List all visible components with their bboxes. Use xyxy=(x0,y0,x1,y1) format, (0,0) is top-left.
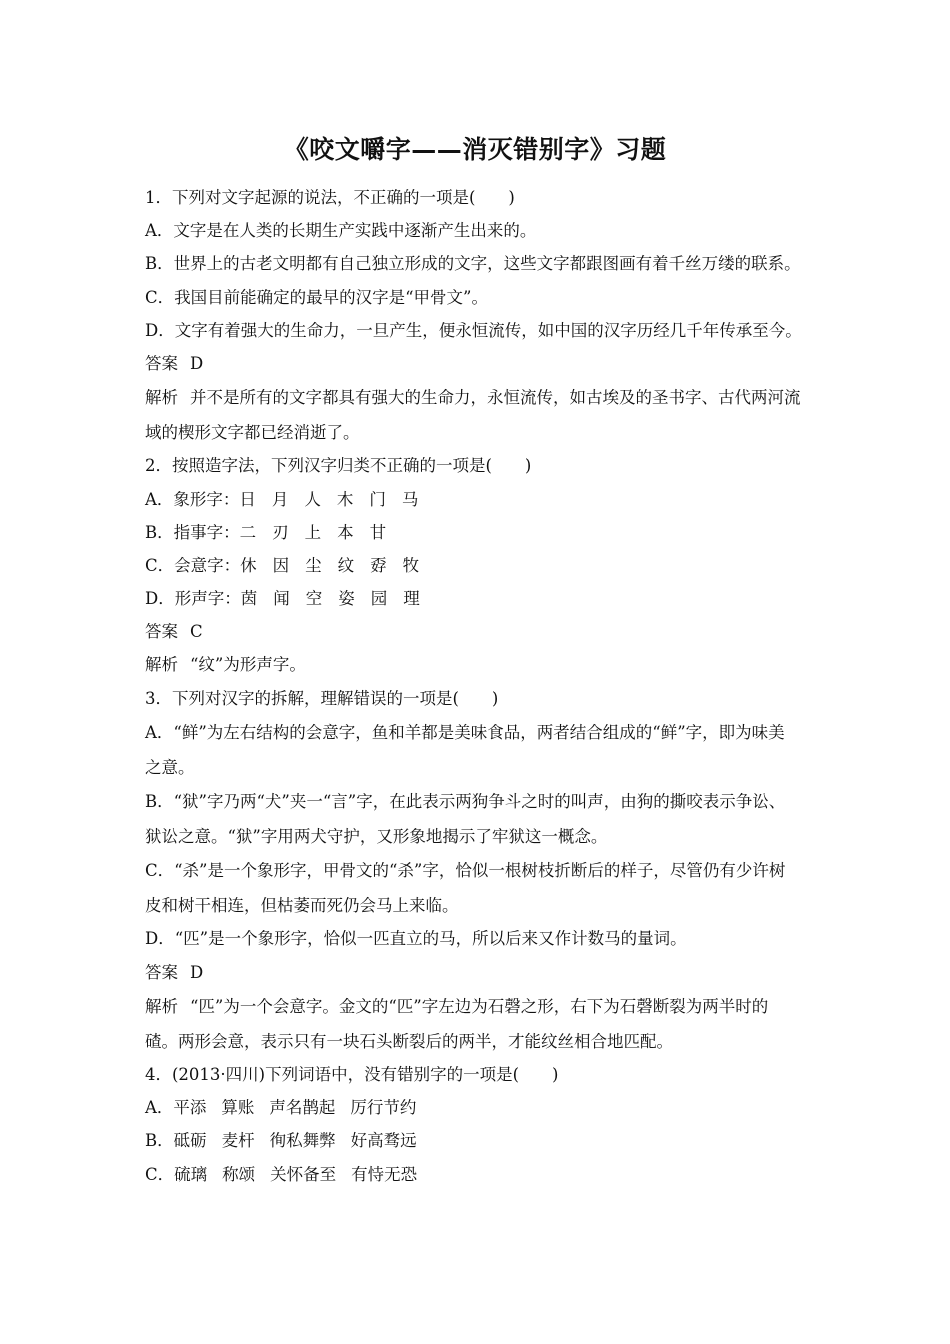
analysis-label: 解析 xyxy=(145,388,178,408)
analysis-label: 解析 xyxy=(145,655,178,675)
analysis-text: 并不是所有的文字都具有强大的生命力，永恒流传，如古埃及的圣书字、古代两河流 xyxy=(190,388,801,408)
question-4-option-c xyxy=(145,1158,825,1191)
question-3-option-c-cont: 皮和树干相连，但枯萎而死仍会马上来临。 xyxy=(145,896,459,916)
char: 茵 xyxy=(240,589,258,609)
answer-value: D xyxy=(190,962,204,982)
answer-value: D xyxy=(190,353,204,373)
analysis-label: 解析 xyxy=(145,996,178,1016)
answer-label: 答案 xyxy=(145,622,178,642)
answer-label: 答案 xyxy=(145,353,178,373)
char: 休 xyxy=(240,555,257,575)
char: 人 xyxy=(304,489,321,509)
char: 月 xyxy=(271,489,289,509)
question-4-option-b xyxy=(145,1124,825,1157)
answer-value: C xyxy=(190,622,203,642)
question-1-option-c: C．我国目前能确定的最早的汉字是“甲骨文”。 xyxy=(145,287,488,307)
question-2-option-a xyxy=(145,483,825,516)
char: 上 xyxy=(304,522,322,542)
char: 纹 xyxy=(337,555,355,575)
question-2-analysis xyxy=(145,648,825,681)
option-prefix: C． xyxy=(145,1164,175,1184)
exercise-content xyxy=(145,181,825,1191)
question-1-analysis-cont: 域的楔形文字都已经消逝了。 xyxy=(145,423,360,443)
question-3-analysis xyxy=(145,989,825,1025)
question-1-option-d: D．文字有着强大的生命力，一旦产生，便永恒流传，如中国的汉字历经几千年传承至今。 xyxy=(145,320,802,340)
question-3-option-a: A．“鲜”为左右结构的会意字，鱼和羊都是美味食品，两者结合组成的“鲜”字，即为味美 xyxy=(145,722,785,742)
question-2-option-b xyxy=(145,516,825,549)
question-3-analysis-cont: 碴。两形会意，表示只有一块石头断裂后的两半，才能纹丝相合地匹配。 xyxy=(145,1031,673,1051)
char: 马 xyxy=(401,489,419,509)
word: 麦杆 xyxy=(221,1131,255,1151)
word: 砥砺 xyxy=(173,1131,207,1151)
word: 关怀备至 xyxy=(270,1164,337,1184)
word: 有恃无恐 xyxy=(351,1164,418,1184)
char: 刃 xyxy=(272,522,289,542)
char: 门 xyxy=(369,489,386,509)
question-3-option-b-cont: 狱讼之意。“狱”字用两犬守护，又形象地揭示了牢狱这一概念。 xyxy=(145,827,608,846)
word: 硫璃 xyxy=(174,1164,208,1184)
char: 闻 xyxy=(273,589,290,609)
char: 甘 xyxy=(369,522,387,542)
char: 姿 xyxy=(338,589,355,609)
word: 好高骛远 xyxy=(350,1131,417,1151)
word: 声名鹊起 xyxy=(269,1098,336,1118)
option-prefix: B．指事字： xyxy=(145,522,240,542)
char: 尘 xyxy=(305,555,322,575)
question-2-stem: 2．按照造字法，下列汉字归类不正确的一项是( ) xyxy=(145,456,532,476)
word: 平添 xyxy=(173,1098,207,1118)
char: 空 xyxy=(305,589,323,609)
option-prefix: A． xyxy=(145,1098,174,1118)
char: 二 xyxy=(239,522,257,542)
question-3-answer xyxy=(145,956,825,989)
option-prefix: D．形声字： xyxy=(145,589,241,609)
question-1-option-a: A．文字是在人类的长期生产实践中逐渐产生出来的。 xyxy=(145,221,537,241)
word: 厉行节约 xyxy=(350,1098,417,1118)
question-2-option-d xyxy=(145,582,825,615)
question-3-option-c: C．“杀”是一个象形字，甲骨文的“杀”字，恰似一根树枝折断后的样子，尽管仍有少许树 xyxy=(145,861,786,881)
word: 称颂 xyxy=(222,1164,256,1184)
char: 牧 xyxy=(402,555,420,575)
option-prefix: A．象形字： xyxy=(145,489,240,509)
char: 因 xyxy=(272,555,290,575)
option-prefix: C．会意字： xyxy=(145,555,241,575)
char: 日 xyxy=(239,489,256,509)
question-4-stem: 4．(2013·四川)下列词语中，没有错别字的一项是( ) xyxy=(145,1064,559,1084)
char: 木 xyxy=(336,489,354,509)
analysis-text: “纹”为形声字。 xyxy=(190,655,306,675)
question-3-option-d: D．“匹”是一个象形字，恰似一匹直立的马，所以后来又作计数马的量词。 xyxy=(145,929,687,949)
word: 算账 xyxy=(221,1098,255,1118)
char: 理 xyxy=(403,589,420,609)
analysis-text: “匹”为一个会意字。金文的“匹”字左边为石磬之形，右下为石磬断裂为两半时的 xyxy=(190,996,769,1016)
question-1-stem: 1．下列对文字起源的说法，不正确的一项是( ) xyxy=(145,188,515,207)
question-3-stem: 3．下列对汉字的拆解，理解错误的一项是( ) xyxy=(145,688,499,708)
question-3-option-a-cont: 之意。 xyxy=(145,757,195,777)
question-1-analysis xyxy=(145,380,825,416)
char: 园 xyxy=(370,589,388,609)
question-3-option-b: B．“狱”字乃两“犬”夹一“言”字，在此表示两狗争斗之时的叫声，由狗的撕咬表示争讼、 xyxy=(145,792,786,811)
question-1-option-b: B．世界上的古老文明都有自己独立形成的文字，这些文字都跟图画有着千丝万缕的联系。 xyxy=(145,254,801,274)
answer-label: 答案 xyxy=(145,962,178,982)
option-prefix: B． xyxy=(145,1131,174,1151)
page-title: 《咬文嚼字——消灭错别字》习题 xyxy=(283,135,667,164)
question-4-option-a xyxy=(145,1091,825,1124)
word: 徇私舞弊 xyxy=(269,1131,336,1151)
char: 孬 xyxy=(370,555,387,575)
question-2-answer xyxy=(145,615,825,648)
question-2-option-c xyxy=(145,549,825,582)
char: 本 xyxy=(337,522,354,542)
question-1-answer xyxy=(145,347,825,380)
